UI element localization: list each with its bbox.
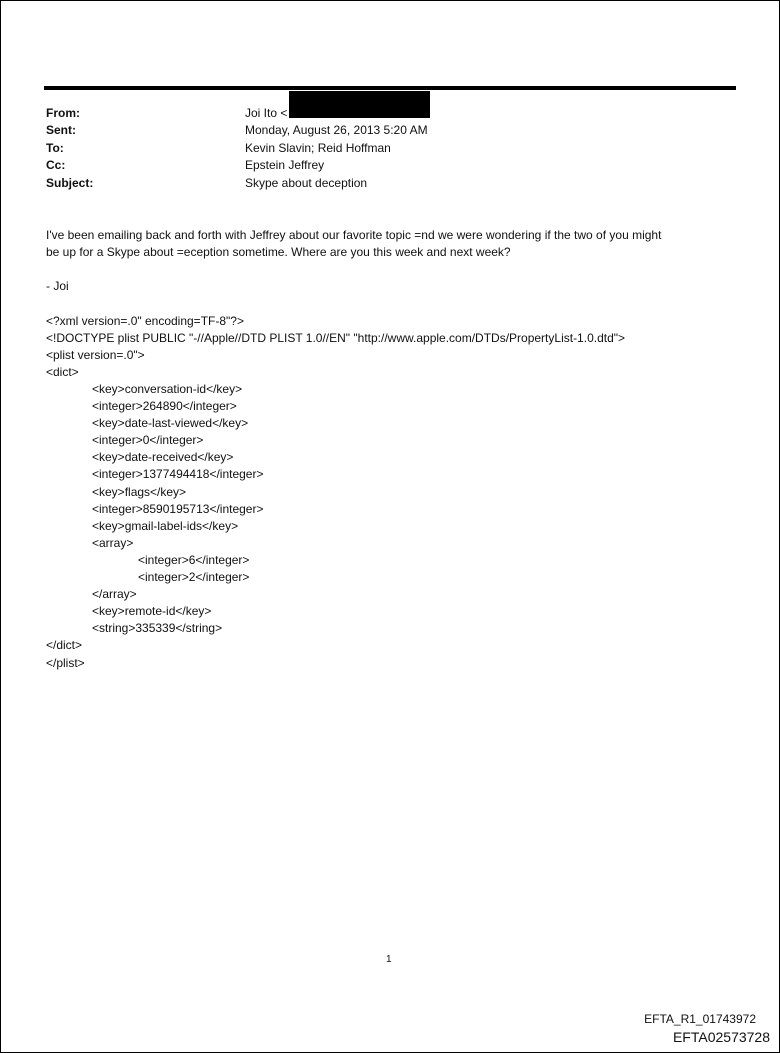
- plist-line: <key>gmail-label-ids</key>: [92, 519, 239, 533]
- plist-line: <integer>8590195713</integer>: [92, 502, 264, 516]
- plist-line: <!DOCTYPE plist PUBLIC "-//Apple//DTD PLIST 1.0//EN" "http://www.apple.com/DTDs/PropertyList-1.0.dtd">: [46, 331, 626, 345]
- plist-line: <key>conversation-id</key>: [92, 382, 243, 396]
- plist-line: <?xml version=.0" encoding=TF-8"?>: [46, 314, 244, 328]
- header-rule: [44, 86, 736, 90]
- subject-value: Skype about deception: [245, 176, 368, 190]
- plist-line: </array>: [92, 587, 137, 601]
- plist-line: <key>date-received</key>: [92, 450, 234, 464]
- plist-line: <array>: [92, 536, 134, 550]
- plist-line: <key>remote-id</key>: [92, 604, 212, 618]
- body-paragraph-line-2: be up for a Skype about =eception sometime. Where are you this week and next week?: [46, 245, 511, 259]
- plist-line: <integer>6</integer>: [138, 553, 250, 567]
- plist-line: <dict>: [46, 365, 79, 379]
- plist-line: </plist>: [46, 656, 85, 670]
- plist-line: <integer>1377494418</integer>: [92, 467, 264, 481]
- signature: - Joi: [46, 279, 69, 293]
- plist-line: <integer>0</integer>: [92, 433, 204, 447]
- from-value: Joi Ito <: [245, 106, 288, 120]
- cc-value: Epstein Jeffrey: [245, 158, 325, 172]
- body-paragraph-line-1: I've been emailing back and forth with Jeffrey about our favorite topic =nd we were wondering if the two of you might: [46, 228, 662, 242]
- plist-line: <string>335339</string>: [92, 621, 223, 635]
- plist-line: </dict>: [46, 638, 83, 652]
- to-label: To:: [46, 141, 64, 155]
- sent-label: Sent:: [46, 123, 76, 137]
- bates-number-2: EFTA02573728: [672, 1029, 770, 1045]
- cc-label: Cc:: [46, 158, 66, 172]
- plist-line: <plist version=.0">: [46, 348, 145, 362]
- sent-value: Monday, August 26, 2013 5:20 AM: [245, 123, 428, 137]
- from-label: From:: [46, 106, 80, 120]
- plist-line: <integer>264890</integer>: [92, 399, 237, 413]
- plist-line: <key>date-last-viewed</key>: [92, 416, 249, 430]
- plist-line: <key>flags</key>: [92, 485, 187, 499]
- to-value: Kevin Slavin; Reid Hoffman: [245, 141, 391, 155]
- redaction-box: [289, 91, 430, 118]
- page-number: 1: [386, 954, 392, 965]
- bates-number-1: EFTA_R1_01743972: [644, 1012, 756, 1026]
- subject-label: Subject:: [46, 176, 94, 190]
- plist-line: <integer>2</integer>: [138, 570, 250, 584]
